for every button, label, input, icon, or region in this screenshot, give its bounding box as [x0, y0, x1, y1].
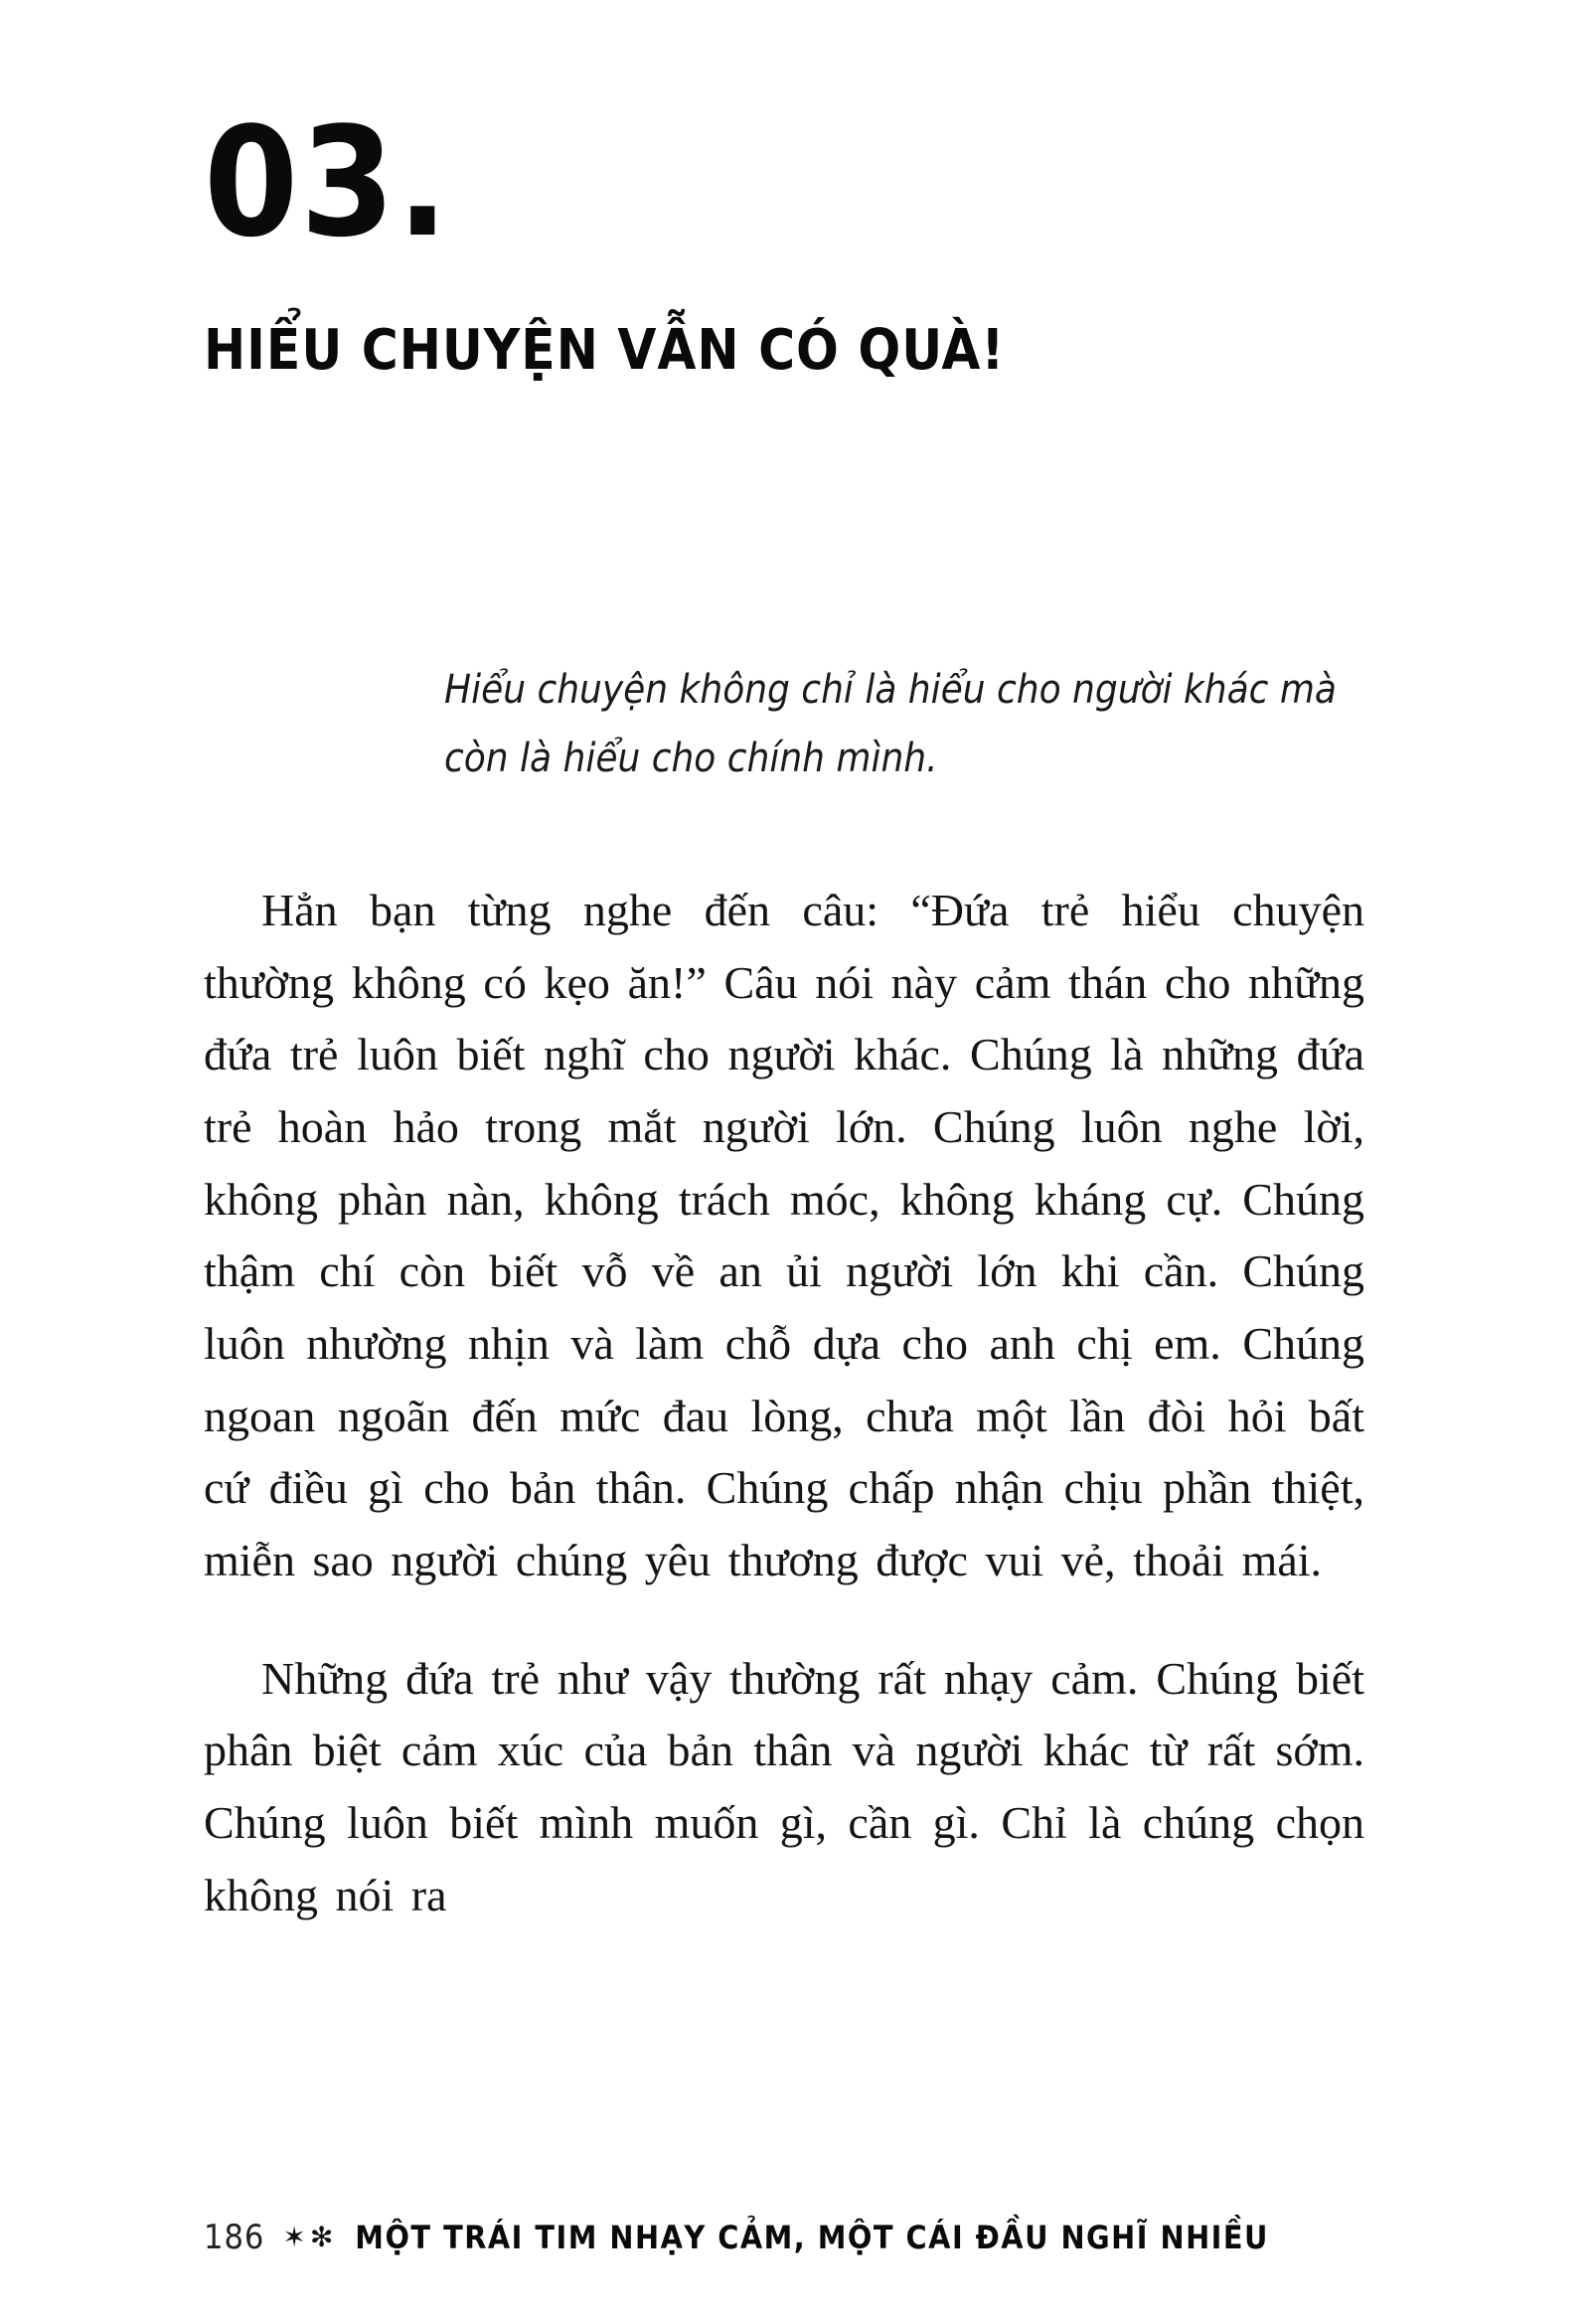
paragraph: Hẳn bạn từng nghe đến câu: “Đứa trẻ hiểu chuyện thường không có kẹo ăn!” Câu nói này cảm thán cho những đứa trẻ luôn biết nghĩ cho người khác. Chúng là những đứa trẻ hoàn hảo trong mắt người lớn. Chúng luôn nghe lời, không phàn nàn, không trách móc, không kháng cự. Chúng thậm chí còn biết vỗ về an ủi người lớn khi cần. Chúng luôn nhường nhịn và làm chỗ dựa cho anh chị em. Chúng ngoan ngoãn đến mức đau lòng, chưa một lần đòi hỏi bất cứ điều gì cho bản thân. Chúng chấp nhận chịu phần thiệt, miễn sao người chúng yêu thương được vui vẻ, thoải mái.	[204, 885, 1364, 1586]
chapter-title: HIỂU CHUYỆN VẪN CÓ QUÀ!	[204, 318, 1006, 383]
epigraph-quote: Hiểu chuyện không chỉ là hiểu cho người khác mà còn là hiểu cho chính mình.	[444, 667, 1337, 781]
page-number: 186	[204, 2218, 265, 2257]
star-icon: ✶✻	[282, 2221, 338, 2253]
page-footer	[204, 2218, 1269, 2257]
paragraph: Những đứa trẻ như vậy thường rất nhạy cảm. Chúng biết phân biệt cảm xúc của bản thân và người khác từ rất sớm. Chúng luôn biết mình muốn gì, cần gì. Chỉ là chúng chọn không nói ra	[204, 1652, 1364, 1920]
body-text	[204, 875, 1364, 1977]
chapter-number: 03.	[204, 94, 451, 270]
running-title: MỘT TRÁI TIM NHẠY CẢM, MỘT CÁI ĐẦU NGHĨ NHIỀU	[355, 2219, 1269, 2256]
